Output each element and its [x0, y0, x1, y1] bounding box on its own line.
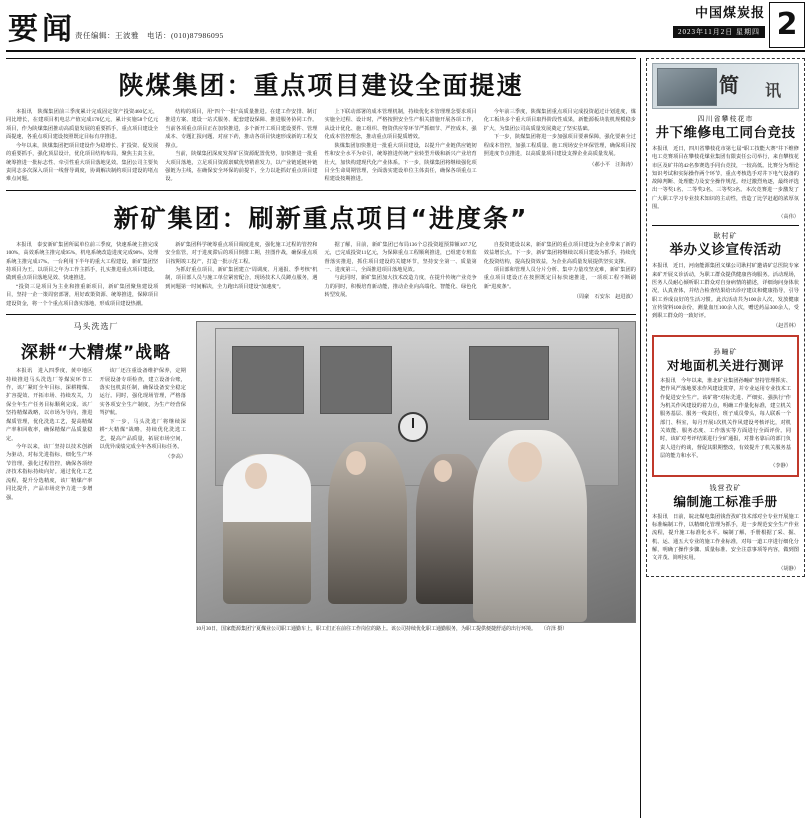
paragraph: 结构的项目，用“四个一批”高质量推进。在建工作安排、制订推进方案、建设一站式服务、配套建设保障、推进服务协同工作。当前各项重点项目正在加快推进，多个新开工项目建设要件、管理成本、专题汇报问题、对症下药，推动各项目快速形成新的工程支撑点。 [165, 109, 318, 149]
paper-identity [673, 2, 765, 39]
passenger-face [508, 442, 542, 482]
paragraph: 项目部和管理人员分片分析、集中力量攻坚克难，新矿集团的重点项目建设正在按照既定目标快速推进，一项项工程不断刷新“进度条”。 [483, 267, 636, 290]
article-second-col-2 [165, 241, 317, 308]
page-number: 2 [769, 2, 805, 48]
editor-line: 责任编辑：王波雅 电话：(010)87986095 [75, 31, 224, 40]
bottom-section [6, 321, 636, 634]
article-lead-col-3 [325, 108, 477, 184]
brief-text: 本报讯 今年以来，淮北矿业集团孙疃矿坚持管理抓实、把作风严落地要求作风建设贯穿，并专业运用专业技术工作促进安全生产。该矿将“对标先进、严细实、强执行”作为机关作风建设的着力点，明确工作量化标准，建立机关服务基层、服务一线责任，班子成员带头，每人联系一个部门、科室，每月开展1次机关作风建设考核评比，对机关效能、服务态度、工作落实等方面进行全面评价。同时，该矿对考评结果进行全矿通报，对排名靠后的部门负责人进行约谈，督促其限期整改，有效提升了机关服务基层的能力和水平。 [660, 378, 791, 459]
article-lead-col-1 [6, 108, 158, 184]
article-lead [6, 66, 636, 184]
paragraph: 本报讯 泰安新矿集团所属单位前三季度，快速系统主推完成100%，高效系统主推完成95%，机电系统改造进度完成98%，处理系统主推完成17%。一台利用下半年的重大工程建设，新矿集团坚持项目为王，以项目之年为工作主抓手，扎实推进重点项目建设，做到重点项目落地见效、快速推进。 [6, 241, 159, 282]
main-content [6, 58, 636, 634]
banner-char-xun: 讯 [765, 81, 782, 100]
section-rule-bottom [6, 314, 636, 315]
article-second-col-1 [6, 241, 158, 308]
paragraph: 新矿集团科学统筹重点项目调度进度，强化施工过程的管控和安全监管，对于进度滞后的项目倒排工期，挂图作战，确保重点项目按期竣工投产，打造一批示范工程。 [165, 241, 318, 265]
banner-photo [657, 68, 717, 106]
brief-kicker: 四川省攀枝花市 [697, 115, 754, 123]
article-lead-col-4 [484, 108, 636, 184]
passenger-face [346, 451, 366, 475]
article-third-col-2 [100, 367, 187, 502]
article-third-kicker: 马头洗选厂 [73, 322, 119, 332]
masthead [0, 0, 811, 54]
photo-block [196, 321, 636, 634]
article-lead-headline: 陕煤集团：重点项目建设全面提速 [118, 71, 524, 100]
brief-text: 本报讯 日前，皖北煤电集团钱营孜矿技术部对全专业开展施工标准编制工作，以精细化管理为抓手，进一步规范安全生产作业流程，提升施工标准化水平。编制了解，手册根据了采、掘、机、运、通五大专业的施工作业标准，对每一道工序进行细化分解，明确了操作步骤、质量标准、安全注意事项等内容，做到图文并茂、简明实用。 [652, 513, 799, 562]
paragraph: “投资三是项目为主业和推重新项目，新矿集团聚焦建设项目，坚持一企一策周密部署，用好政策资源、统筹推进，保障项目建设资金，将一个个重点项目落实落地，形成项目建设热潮。 [6, 283, 159, 307]
paragraph: 与此同时，新矿集团加大技术改造力度，在提升传统产业竞争力的同时，积极培育新动能，推动企业向高端化、智能化、绿色化转型发展。 [324, 275, 477, 299]
brief-byline: （赵晋林） [773, 323, 799, 330]
photo-caption: 10月30日，国家能源集团宁夏煤业公司职工通勤车上，职工们正在前往工作岗位的路上。该公司持续优化职工通勤服务，为职工提供便捷舒适的出行环境。 （许泽 摄） [196, 627, 568, 633]
cap-icon [223, 454, 311, 522]
paragraph: 本报讯 进入四季度，黄中地区持续推进马头洗选厂等煤炭环节工作，该厂紧盯全年目标，深耕精煤、扩容提效、开拓市场、持续攻关，力保全年生产任务目标顺利完成。该厂坚持精煤战略，以市场为导向，推进煤质管理，优化洗选工艺，提高精煤产率和回收率，确保精煤产品质量稳定。 [6, 368, 93, 442]
bus-window [320, 346, 392, 414]
brief-byline: （李静） [770, 463, 791, 470]
article-lead-body [6, 108, 636, 184]
article-second-col-4 [484, 241, 636, 308]
brief-headline: 举办义诊宣传活动 [669, 242, 782, 259]
bus-window [469, 346, 550, 420]
brief-headline: 井下维修电工同台竞技 [655, 125, 796, 141]
paragraph: 据了解，目前，新矿集团已布局136个总投资超预算额107.7亿元，已完成投资11亿元，为保障重点工程顺利推进，已组建专班监督落实推进，抓住项目建设的关键环节，坚持安全第一、质量第一、进度第三，全面推进项目落地见效。 [324, 241, 477, 274]
brief-item [652, 114, 799, 220]
paragraph: 下一步，马头洗选厂将继续深耕“大精煤”战略，持续优化洗选工艺，提高产品质量，拓展市场空间，以优异成绩完成全年各项目标任务。 [99, 418, 186, 450]
paper-name: 中国煤炭报 [694, 6, 765, 21]
brief-kicker: 孙疃矿 [713, 348, 738, 357]
brief-divider [652, 225, 799, 226]
paragraph: 为抓好重点项目，新矿集团建立“周调度、月通报、季考核”机制，项目部人员与施工单位紧密配合，现场技术人员蹲点服务，遇到问题第一时间解决，全力跑出项目建设“加速度”。 [165, 267, 318, 290]
paragraph: 陕煤集团加快推进一批重大项目建设，以提升产业链供应链韧性和安全水平为牵引，统筹推进传统产业转型升级和新兴产业培育壮大，加快构建现代化产业体系。下一步，陕煤集团将继续强化项目全生命周期管理，全面落实建设单位主体责任，确保各项重点工程建设按期推进。 [324, 142, 477, 183]
sidebar-box [646, 58, 805, 577]
article-third [6, 321, 186, 634]
photo-commuter-bus [196, 321, 636, 623]
article-third-headline: 深耕“大精煤”战略 [20, 343, 172, 364]
brief-headline: 对地面机关进行测评 [666, 358, 784, 374]
article-lead-col-2 [165, 108, 317, 184]
brief-kicker: 耿村矿 [713, 232, 738, 241]
banner-char-jian: 简 [719, 73, 739, 97]
masthead-divider [6, 50, 805, 52]
paragraph: 今年以来，该厂坚持以技术创新为驱动，对标先进指标，细化生产环节管理，强化过程管控，确保各项经济技术指标持续向好。通过优化工艺流程，提升分选精度，该厂精煤产率同比提升，产品市场竞争力进一步增强。 [6, 443, 93, 501]
article-second [6, 199, 636, 308]
bus-window [232, 346, 304, 414]
paper-date: 2023年11月2日 星期四 [673, 26, 765, 38]
article-third-byline: （李高） [165, 454, 186, 461]
paragraph: 下一步，陕煤集团将进一步加强项目要素保障，强化要素全过程成本管控，加强工程质量、施工现场安全环保管理，确保项目按照进度节点推进，以高质量项目建设支撑企业高质量发展。 [483, 134, 636, 158]
article-second-col-3 [325, 241, 477, 308]
article-second-byline: （周豪 石安东 赵进波） [573, 294, 636, 301]
briefs-banner [652, 63, 799, 109]
brief-item-highlighted [652, 335, 799, 477]
brief-item [652, 483, 799, 572]
paragraph: 自投资建设以来，新矿集团的重点项目建设为企业带来了新的效益增长点。下一步，新矿集团将继续以项目建设为抓手，持续优化投资结构，提高投资效益，为企业高质量发展提供坚实支撑。 [483, 241, 636, 265]
brief-text: 本报讯 近日，四川省攀枝花市第七届“职工技能大赛”井下维修电工竞赛项目在攀枝花煤业集团有限责任公司举行，来自攀枝花市区及矿井的42名参赛选手同台竞技，一较高低。比赛分为理论知识考试和实际操作两个环节，重点考核选手对井下电气设备的故障判断、处理能力及安全操作规范。经过激烈角逐，最终评选出一等奖1名、二等奖2名、三等奖3名。本次竞赛进一步激发了广大职工学习专业技术知识的主动性，营造了比学赶超的浓厚氛围。 [652, 145, 799, 211]
brief-headline: 编制施工标准手册 [673, 494, 778, 510]
article-lead-byline: （郝小平 汪海涛） [589, 161, 636, 168]
paragraph: 本报讯 陕煤集团前三季度累计完成固定资产投资460亿元，同比增长，在建项目机电总产值完成170亿元，累计实施58个亿元项目，作为陕煤集团推动高质量发展的重要抓手，重点项目建设全面提速，各重点项目建设按照既定目标有序推进。 [6, 109, 159, 141]
passenger [223, 454, 311, 604]
section-rule-mid [6, 190, 636, 191]
brief-item [652, 231, 799, 329]
article-third-body [6, 367, 186, 502]
column-divider [640, 58, 641, 818]
paragraph: 该厂还注重设备维护保养，定期开展设备专项检查，建立设备台账，落实包机责任制，确保设备安全稳定运行。同时，强化现场管理，严格落实各项安全生产制度，为生产经营保驾护航。 [99, 368, 186, 417]
paragraph: 上下联动部署的成本管理机制，持续优化本管理理念要求项目实施全过程、设计时，严格按照安全生产相关措施开展各项工作，从设计优化、施工组织、物资供应等环节严抓细节、严控成本，强化成本管控理念，推动重点项目提质增效。 [324, 109, 477, 141]
section-rule-top [6, 58, 636, 59]
sidebar-briefs [646, 58, 805, 818]
brief-text: 本报讯 近日，河南能源集团义煤公司耿村矿邀请矿总医院专家来矿开展义诊活动，为职工群众提供健康咨询服务。活动现场，医务人员耐心倾听职工群众对自身病情的描述，详细询问身体状况，认真查体，并结合检查结果给出诊疗建议和健康指导，引导职工养成良好的生活习惯。此次活动共为100余人次，发放健康宣传资料100余份，测量血压100余人次，赠送药品300余人，受到职工群众的一致好评。 [652, 263, 799, 320]
article-second-body [6, 241, 636, 308]
passenger [328, 442, 407, 604]
brief-kicker: 钱营孜矿 [709, 484, 742, 493]
page-title: 要闻 [8, 12, 76, 47]
brief-byline: （高伟） [778, 214, 799, 221]
paragraph: 今年以来，陕煤集团把项目建设作为稳增长、扩投资、促发展的重要抓手，强化顶层设计，优化项目结构布局，聚焦主责主业，统筹推进一批标志性、牵引性重大项目落地见效。集团公司主要负责同志多次深入项目一线督导调度，协调解决制约项目建设的堵点难点问题。 [6, 142, 159, 183]
brief-byline: （胡静） [778, 565, 799, 572]
paragraph: 当前，陕煤集团深度发挥矿区资源配置优势，加快推进一批重大项目落地，立足项目资源禀赋优势精准发力，以产业链延链补链强链为主线，在确保安全环保的前提下，全力以赴抓好重点项目建设。 [165, 151, 318, 183]
article-second-headline: 新矿集团：刷新重点项目“进度条” [113, 203, 529, 233]
paragraph: 今年前三季度，陕煤集团重点项目完成投资超过计划进度，煤化工板块多个重大项目取得阶段性成果，新能源板块装机规模稳步扩大，为集团公司高质量发展奠定了坚实基础。 [483, 109, 636, 132]
article-third-col-1 [6, 367, 93, 502]
passenger-face [434, 460, 452, 482]
